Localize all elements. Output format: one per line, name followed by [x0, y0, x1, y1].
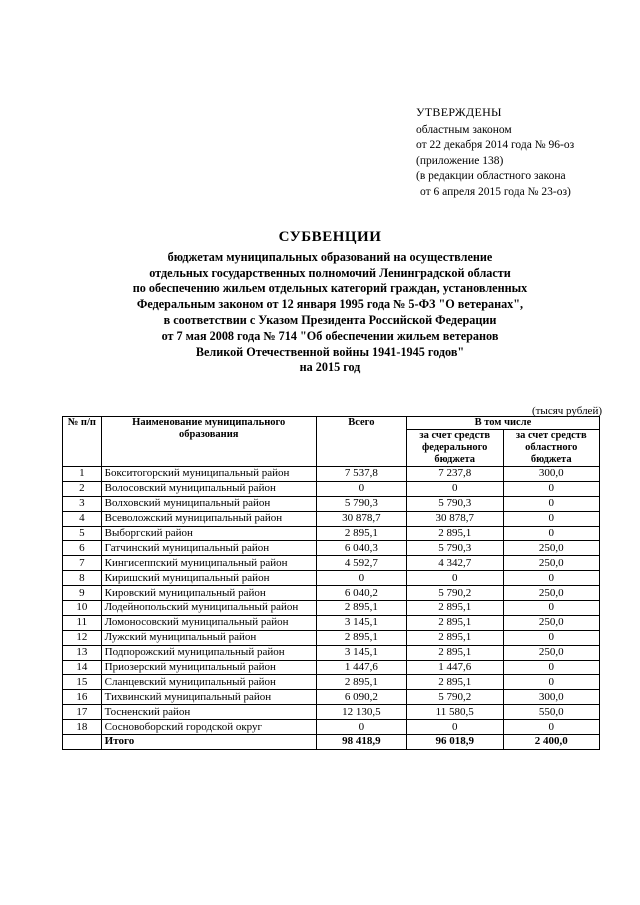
cell-name: Кингисеппский муниципальный район: [101, 556, 316, 571]
table-body: [63, 467, 600, 750]
cell-regional: 250,0: [503, 645, 599, 660]
cell-regional: 300,0: [503, 690, 599, 705]
approval-block: [416, 105, 616, 200]
cell-name: Волосовский муниципальный район: [101, 481, 316, 496]
cell-regional: 2 400,0: [503, 735, 599, 750]
approval-line: областным законом: [416, 123, 512, 136]
cell-name: Сланцевский муниципальный район: [101, 675, 316, 690]
table-row: [63, 630, 600, 645]
cell-federal: 2 895,1: [406, 645, 503, 660]
cell-num: 5: [63, 526, 102, 541]
cell-name: Приозерский муниципальный район: [101, 660, 316, 675]
cell-federal: 11 580,5: [406, 705, 503, 720]
approval-line: (приложение 138): [416, 154, 504, 167]
cell-regional: 550,0: [503, 705, 599, 720]
table-row: [63, 601, 600, 616]
heading-line: в соответствии с Указом Президента Российской Федерации: [163, 312, 497, 327]
cell-num: 14: [63, 660, 102, 675]
cell-regional: 300,0: [503, 467, 599, 482]
cell-federal: 0: [406, 481, 503, 496]
cell-federal: 7 237,8: [406, 467, 503, 482]
cell-total: 2 895,1: [316, 675, 406, 690]
cell-regional: 250,0: [503, 541, 599, 556]
cell-name: Подпорожский муниципальный район: [101, 645, 316, 660]
heading-line: отдельных государственных полномочий Ленинградской области: [149, 265, 511, 280]
cell-num: 1: [63, 467, 102, 482]
cell-total: 6 040,2: [316, 586, 406, 601]
cell-total: 0: [316, 571, 406, 586]
document-title: СУБВЕНЦИИ: [278, 229, 382, 245]
header-name: Наименование муниципального образования: [101, 417, 316, 467]
cell-total: 12 130,5: [316, 705, 406, 720]
cell-regional: 0: [503, 526, 599, 541]
cell-regional: 250,0: [503, 586, 599, 601]
table-row: [63, 615, 600, 630]
table-row: [63, 690, 600, 705]
table-row: [63, 645, 600, 660]
cell-total: 5 790,3: [316, 496, 406, 511]
cell-federal: 1 447,6: [406, 660, 503, 675]
cell-regional: 0: [503, 601, 599, 616]
cell-name: Выборгский район: [101, 526, 316, 541]
cell-total: 3 145,1: [316, 645, 406, 660]
cell-num: 17: [63, 705, 102, 720]
cell-federal: 5 790,2: [406, 586, 503, 601]
cell-num: 4: [63, 511, 102, 526]
cell-federal: 30 878,7: [406, 511, 503, 526]
cell-total: 6 090,2: [316, 690, 406, 705]
header-regional: за счет средств областного бюджета: [503, 430, 599, 467]
cell-total: 2 895,1: [316, 601, 406, 616]
cell-total: 3 145,1: [316, 615, 406, 630]
table-row: [63, 526, 600, 541]
cell-federal: 2 895,1: [406, 630, 503, 645]
cell-regional: 250,0: [503, 615, 599, 630]
cell-num: 13: [63, 645, 102, 660]
document-heading: [60, 230, 600, 376]
cell-num: 10: [63, 601, 102, 616]
cell-name: Волховский муниципальный район: [101, 496, 316, 511]
total-row: [63, 735, 600, 750]
cell-num: 11: [63, 615, 102, 630]
table-row: [63, 481, 600, 496]
cell-federal: 0: [406, 571, 503, 586]
header-total: Всего: [316, 417, 406, 467]
cell-total: 98 418,9: [316, 735, 406, 750]
cell-federal: 2 895,1: [406, 615, 503, 630]
cell-federal: 5 790,2: [406, 690, 503, 705]
cell-name: Кировский муниципальный район: [101, 586, 316, 601]
cell-regional: 250,0: [503, 556, 599, 571]
header-including: В том числе: [406, 417, 599, 430]
heading-line: от 7 мая 2008 года № 714 "Об обеспечении жильем ветеранов: [161, 328, 499, 343]
cell-total: 2 895,1: [316, 630, 406, 645]
cell-regional: 0: [503, 511, 599, 526]
cell-num: [63, 735, 102, 750]
approval-line: от 22 декабря 2014 года № 96-оз: [416, 139, 575, 151]
heading-line: Федеральным законом от 12 января 1995 года № 5-ФЗ "О ветеранах",: [136, 297, 524, 312]
cell-num: 3: [63, 496, 102, 511]
cell-federal: 2 895,1: [406, 675, 503, 690]
cell-total: 7 537,8: [316, 467, 406, 482]
header-num: № п/п: [63, 417, 102, 467]
cell-total: 2 895,1: [316, 526, 406, 541]
approval-line: (в редакции областного закона: [416, 170, 566, 182]
cell-name: Сосновоборский городской округ: [101, 720, 316, 735]
cell-num: 12: [63, 630, 102, 645]
cell-num: 15: [63, 675, 102, 690]
cell-name: Лужский муниципальный район: [101, 630, 316, 645]
table-row: [63, 660, 600, 675]
cell-name: Тосненский район: [101, 705, 316, 720]
cell-num: 9: [63, 586, 102, 601]
cell-num: 18: [63, 720, 102, 735]
table-row: [63, 675, 600, 690]
cell-federal: 0: [406, 720, 503, 735]
cell-total: 0: [316, 481, 406, 496]
cell-name: Киришский муниципальный район: [101, 571, 316, 586]
cell-regional: 0: [503, 660, 599, 675]
table-row: [63, 496, 600, 511]
cell-name: Итого: [101, 735, 316, 750]
approval-line: от 6 апреля 2015 года № 23-оз): [420, 185, 571, 198]
cell-regional: 0: [503, 720, 599, 735]
cell-federal: 5 790,3: [406, 496, 503, 511]
cell-regional: 0: [503, 630, 599, 645]
cell-regional: 0: [503, 571, 599, 586]
cell-total: 6 040,3: [316, 541, 406, 556]
cell-name: Ломоносовский муниципальный район: [101, 615, 316, 630]
cell-federal: 96 018,9: [406, 735, 503, 750]
cell-num: 2: [63, 481, 102, 496]
cell-total: 30 878,7: [316, 511, 406, 526]
table-row: [63, 571, 600, 586]
cell-federal: 2 895,1: [406, 601, 503, 616]
cell-regional: 0: [503, 675, 599, 690]
heading-line: Великой Отечественной войны 1941-1945 годов": [195, 344, 465, 359]
cell-federal: 2 895,1: [406, 526, 503, 541]
table-row: [63, 586, 600, 601]
table-row: [63, 467, 600, 482]
cell-name: Гатчинский муниципальный район: [101, 541, 316, 556]
cell-num: 16: [63, 690, 102, 705]
cell-num: 8: [63, 571, 102, 586]
heading-line: по обеспечению жильем отдельных категорий граждан, установленных: [132, 281, 528, 296]
header-federal: за счет средств федерального бюджета: [406, 430, 503, 467]
table-row: [63, 556, 600, 571]
unit-label: (тысяч рублей): [531, 405, 602, 417]
cell-name: Тихвинский муниципальный район: [101, 690, 316, 705]
table-row: [63, 720, 600, 735]
table-row: [63, 511, 600, 526]
cell-total: 1 447,6: [316, 660, 406, 675]
cell-total: 4 592,7: [316, 556, 406, 571]
approval-title: УТВЕРЖДЕНЫ: [416, 105, 502, 119]
cell-federal: 5 790,3: [406, 541, 503, 556]
cell-regional: 0: [503, 481, 599, 496]
cell-total: 0: [316, 720, 406, 735]
cell-federal: 4 342,7: [406, 556, 503, 571]
subsidies-table: [62, 416, 600, 750]
cell-num: 6: [63, 541, 102, 556]
table-row: [63, 705, 600, 720]
cell-num: 7: [63, 556, 102, 571]
table-row: [63, 541, 600, 556]
heading-line: бюджетам муниципальных образований на осуществление: [167, 249, 493, 264]
cell-regional: 0: [503, 496, 599, 511]
cell-name: Всеволожский муниципальный район: [101, 511, 316, 526]
heading-line: на 2015 год: [299, 360, 361, 375]
cell-name: Бокситогорский муниципальный район: [101, 467, 316, 482]
cell-name: Лодейнопольский муниципальный район: [101, 601, 316, 616]
